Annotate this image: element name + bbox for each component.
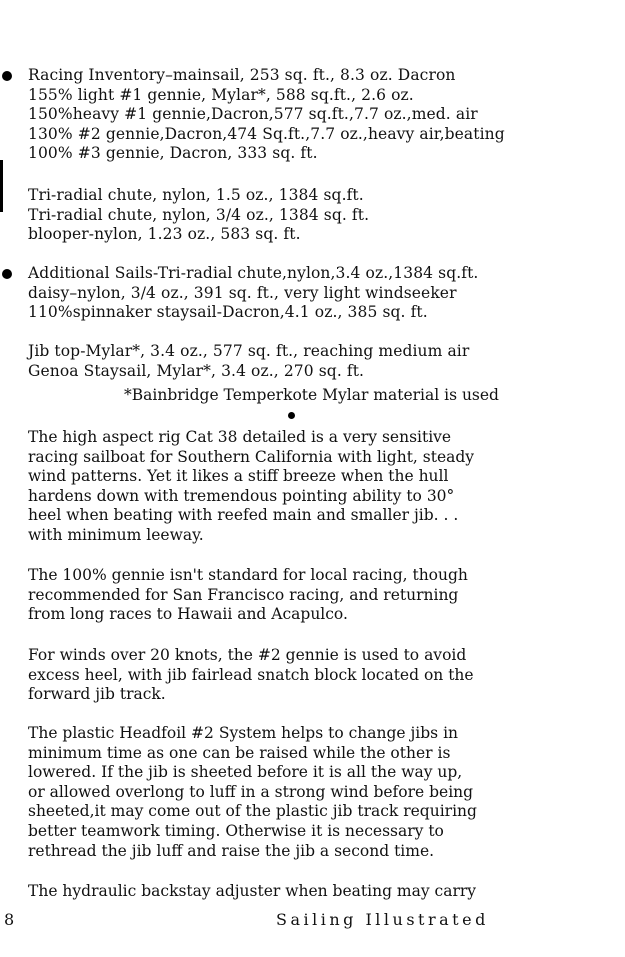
paragraph-line: The plastic Headfoil #2 System helps to change jibs in bbox=[28, 724, 459, 742]
paragraph-line: forward jib track. bbox=[28, 685, 166, 704]
additional-line: daisy–nylon, 3/4 oz., 391 sq. ft., very light windseeker bbox=[28, 283, 457, 302]
paragraph-line: rethread the jib luff and raise the jib a second time. bbox=[28, 841, 435, 860]
paragraph-line: recommended for San Francisco racing, and returning bbox=[28, 585, 459, 604]
inventory-line: Racing Inventory–mainsail, 253 sq. ft., 8.3 oz. Dacron bbox=[28, 66, 456, 84]
mylar-footnote: *Bainbridge Temperkote Mylar material is used bbox=[124, 386, 499, 404]
page-number: 8 bbox=[4, 910, 15, 929]
inventory-line: 150%heavy #1 gennie,Dacron,577 sq.ft.,7.7 oz.,med. air bbox=[28, 105, 478, 124]
paragraph-line: lowered. If the jib is sheeted before it is all the way up, bbox=[28, 763, 463, 782]
margin-bar bbox=[0, 160, 3, 212]
racing-inventory bbox=[28, 66, 576, 164]
additional-line: Additional Sails-Tri-radial chute,nylon,3.4 oz.,1384 sq.ft. bbox=[28, 264, 479, 282]
paragraph-line: The high aspect rig Cat 38 detailed is a very sensitive bbox=[28, 428, 452, 446]
paragraph-line: heel when beating with reefed main and smaller jib. . . bbox=[28, 506, 459, 525]
paragraph-backstay bbox=[28, 882, 576, 902]
inventory-line: 130% #2 gennie,Dacron,474 Sq.ft.,7.7 oz.,heavy air,beating bbox=[28, 124, 505, 143]
additional-sails bbox=[28, 264, 576, 323]
paragraph-line: from long races to Hawaii and Acapulco. bbox=[28, 605, 348, 624]
paragraph-line: The hydraulic backstay adjuster when beating may carry bbox=[28, 882, 477, 900]
jib-line: Genoa Staysail, Mylar*, 3.4 oz., 270 sq. ft. bbox=[28, 361, 365, 380]
paragraph-line: better teamwork timing. Otherwise it is necessary to bbox=[28, 821, 444, 840]
jib-sails bbox=[28, 342, 576, 381]
chute-line: Tri-radial chute, nylon, 1.5 oz., 1384 sq.ft. bbox=[28, 186, 364, 204]
paragraph-rig-description bbox=[28, 428, 576, 546]
paragraph-line: with minimum leeway. bbox=[28, 525, 204, 544]
paragraph-line: hardens down with tremendous pointing ability to 30° bbox=[28, 486, 455, 505]
chute-line: blooper-nylon, 1.23 oz., 583 sq. ft. bbox=[28, 225, 301, 244]
paragraph-line: wind patterns. Yet it likes a stiff breeze when the hull bbox=[28, 467, 449, 486]
chute-line: Tri-radial chute, nylon, 3/4 oz., 1384 sq. ft. bbox=[28, 205, 370, 224]
paragraph-line: excess heel, with jib fairlead snatch block located on the bbox=[28, 665, 474, 684]
inventory-line: 100% #3 gennie, Dacron, 333 sq. ft. bbox=[28, 144, 318, 163]
paragraph-line: racing sailboat for Southern California with light, steady bbox=[28, 447, 475, 466]
paragraph-line: The 100% gennie isn't standard for local racing, though bbox=[28, 566, 468, 584]
paragraph-line: or allowed overlong to luff in a strong wind before being bbox=[28, 782, 474, 801]
inventory-line: 155% light #1 gennie, Mylar*, 588 sq.ft., 2.6 oz. bbox=[28, 85, 414, 104]
section-divider-dot-icon bbox=[288, 412, 295, 419]
paragraph-headfoil bbox=[28, 724, 576, 861]
bullet-dot-icon bbox=[2, 269, 12, 279]
paragraph-gennie bbox=[28, 566, 576, 625]
paragraph-line: sheeted,it may come out of the plastic jib track requiring bbox=[28, 802, 477, 821]
paragraph-winds bbox=[28, 646, 576, 705]
chutes-list bbox=[28, 186, 576, 245]
additional-line: 110%spinnaker staysail-Dacron,4.1 oz., 385 sq. ft. bbox=[28, 303, 428, 322]
bullet-dot-icon bbox=[2, 71, 12, 81]
running-title: Sailing Illustrated bbox=[276, 910, 489, 929]
jib-line: Jib top-Mylar*, 3.4 oz., 577 sq. ft., reaching medium air bbox=[28, 342, 470, 360]
paragraph-line: For winds over 20 knots, the #2 gennie is used to avoid bbox=[28, 646, 467, 664]
paragraph-line: minimum time as one can be raised while the other is bbox=[28, 743, 451, 762]
